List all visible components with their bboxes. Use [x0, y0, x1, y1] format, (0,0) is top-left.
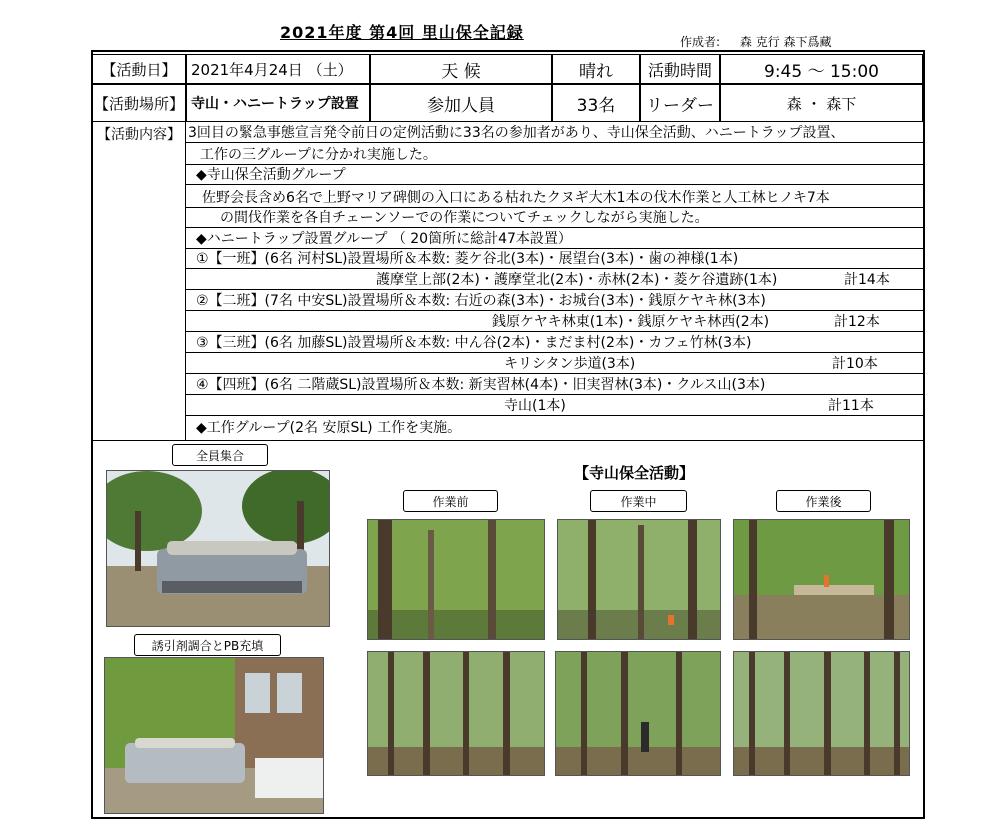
page-title: 2021年度 第4回 里山保全記録 — [280, 23, 524, 42]
team4-total: 計11本 — [828, 398, 874, 414]
team2-places: 銭原ケヤキ林東(1本)・銭原ケヤキ林西(2本) — [492, 314, 770, 330]
weather-value: 晴れ — [552, 54, 640, 84]
team2-total: 計12本 — [834, 314, 880, 330]
participants-value: 33名 — [552, 84, 640, 122]
group-photo — [106, 470, 330, 627]
date-value: 2021年4月24日 （土） — [186, 54, 370, 84]
content-line-10 — [186, 313, 923, 332]
after-photo-2 — [733, 651, 910, 776]
leader-label: リーダー — [640, 84, 720, 122]
content-line-2: 工作の三グループに分かれ実施した。 — [186, 146, 923, 165]
caption-during: 作業中 — [590, 490, 687, 512]
author-line — [680, 33, 832, 50]
date-label: 【活動日】 — [92, 54, 186, 84]
content-bottom-rule — [92, 440, 924, 441]
caption-lure-mixing: 誘引剤調合とPB充填 — [134, 634, 281, 656]
before-photo-1 — [367, 519, 545, 640]
caption-all-members: 全員集合 — [172, 444, 268, 466]
during-photo-1 — [557, 519, 721, 640]
section-title: 【寺山保全活動】 — [574, 464, 695, 482]
after-photo-1 — [733, 519, 910, 640]
place-label: 【活動場所】 — [92, 84, 186, 122]
content-line-3: ◆寺山保全活動グループ — [186, 166, 923, 185]
content-line-4: 佐野会長含め6名で上野マリア碑側の入口にある枯れたクヌギ大木1本の伐木作業と人工林ヒノキ7本 — [186, 189, 923, 208]
content-line-11: ③【三班】(6名 加藤SL)設置場所＆本数: 中ん谷(2本)・まだま村(2本)・カフェ竹林(3本) — [186, 334, 923, 353]
leader-value: 森 ・ 森下 — [720, 84, 923, 122]
content-line-8 — [186, 271, 923, 290]
caption-after: 作業後 — [776, 490, 871, 512]
time-label: 活動時間 — [640, 54, 720, 84]
before-photo-2 — [367, 651, 545, 776]
team3-total: 計10本 — [832, 356, 878, 372]
content-line-15: ◆工作グループ(2名 安原SL) 工作を実施。 — [196, 420, 462, 436]
content-line-14 — [186, 397, 923, 416]
team1-total: 計14本 — [844, 272, 890, 288]
caption-before: 作業前 — [403, 490, 498, 512]
content-line-12 — [186, 355, 923, 374]
content-line-5: の間伐作業を各自チェーンソーでの作業についてチェックしながら実施した。 — [186, 209, 923, 228]
content-line-6: ◆ハニートラップ設置グループ （ 20箇所に総計47本設置） — [186, 230, 923, 249]
author-names: 森 克行 森下爲藏 — [739, 35, 832, 49]
team3-places: キリシタン歩道(3本) — [504, 356, 636, 372]
team4-places: 寺山(1本) — [504, 398, 566, 414]
lure-mixing-photo — [104, 657, 324, 814]
participants-label: 参加人員 — [370, 84, 552, 122]
place-value: 寺山・ハニートラップ設置 — [186, 84, 370, 122]
weather-label: 天 候 — [370, 54, 552, 84]
content-line-13: ④【四班】(6名 二階蔵SL)設置場所＆本数: 新実習林(4本)・旧実習林(3本)・クルス山(3本) — [186, 376, 923, 395]
during-photo-2 — [555, 651, 721, 776]
content-line-9: ②【二班】(7名 中安SL)設置場所＆本数: 右近の森(3本)・お城台(3本)・銭原ケヤキ林(3本) — [186, 292, 923, 311]
time-value: 9:45 〜 15:00 — [720, 54, 923, 84]
content-line-7: ①【一班】(6名 河村SL)設置場所＆本数: 菱ケ谷北(3本)・展望台(3本)・歯の神様(1本) — [186, 250, 923, 269]
team1-places: 護摩堂上部(2本)・護摩堂北(2本)・赤林(2本)・菱ケ谷遺跡(1本) — [376, 272, 778, 288]
content-line-1: 3回目の緊急事態宣言発令前日の定例活動に33名の参加者があり、寺山保全活動、ハニートラップ設置、 — [186, 124, 923, 143]
author-label: 作成者: — [680, 35, 721, 49]
content-label: 【活動内容】 — [97, 127, 181, 143]
